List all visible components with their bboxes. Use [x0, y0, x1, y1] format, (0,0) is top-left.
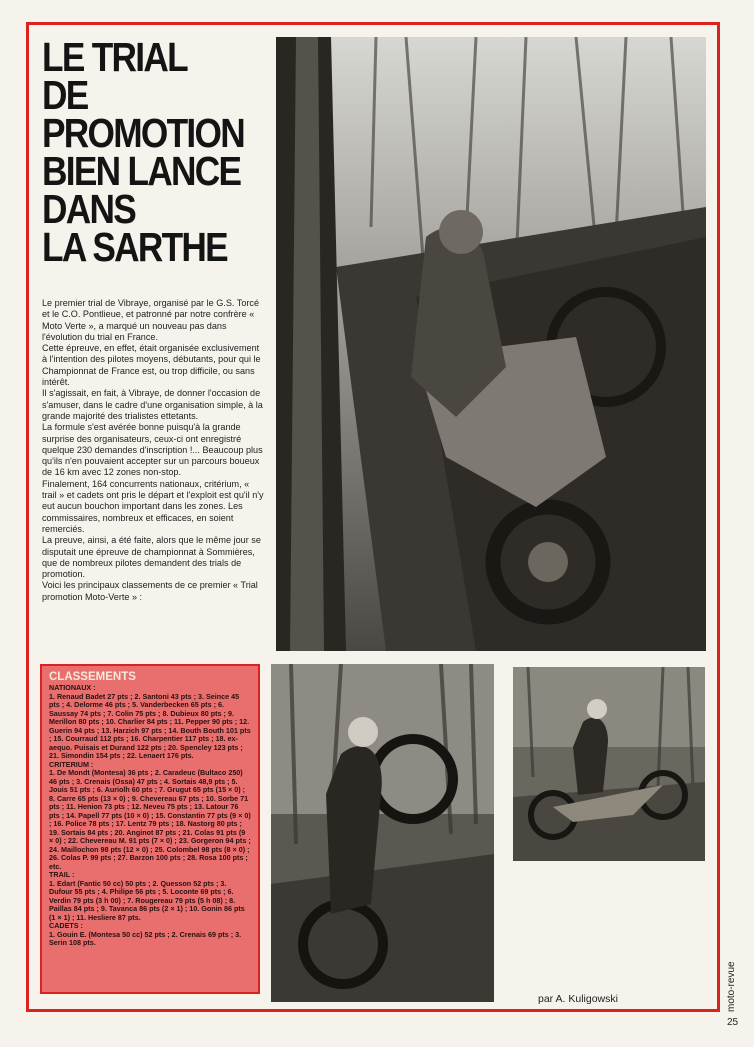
headline-line-3: PROMOTION — [42, 110, 244, 156]
category-label: CADETS : — [49, 921, 83, 930]
category-results: 1. De Mondt (Montesa) 36 pts ; 2. Caradeuc (Bultaco 250) 46 pts ; 3. Crenais (Ossa) 47 pts ; 4. Sortais 48,9 pts ; 5. Jouis 51 pts ; 6. Auriolh 60 pts ; 7. Grugut 65 pts (15 × 0) ; 8. Carre 65 pts (13 × 0) ; 9. Chevereau 67 pts ; 10. Sorbe 71 pts ; 11. Henion 73 pts ; 12. Neveu 75 pts ; 13. Latour 76 pts ; 14. Papell 77 pts (10 × 0) ; 15. Constantin 77 pts (9 × 0) ; 16. Police 78 pts ; 17. Lentz 79 pts ; 18. Nastorg 80 pts ; 19. Sortais 84 pts ; 20. Anginot 87 pts ; 21. Colas 91 pts (9 × 0) ; 22. Chevereau M. 91 pts (7 × 0) ; 23. Gorgeron 94 pts ; 24. Maillochon 98 pts (12 × 0) ; 25. Colombel 98 pts (8 × 0) ; 26. Colas P. 99 pts ; 27. Barzon 100 pts ; 28. Rosa 100 pts ; etc. — [49, 768, 251, 871]
category-label: NATIONAUX : — [49, 683, 96, 692]
rider-photo — [513, 667, 705, 861]
category-label: CRITERIUM : — [49, 759, 94, 769]
category-results: 1. Edart (Fantic 50 cc) 50 pts ; 2. Quesson 52 pts ; 3. Dufour 55 pts ; 4. Philipe 56 pts ; 5. Loconte 69 pts ; 6. Verdin 79 pts (3 h 00) ; 7. Rougereau 79 pts (5 h 08) ; 8. Paillas 84 pts ; 9. Tavanca 86 pts (2 × 1) ; 10. Gonin 86 pts (1 × 1) ; 11. Hesliere 87 pts. — [49, 878, 245, 922]
headline-line-5: DANS — [42, 186, 136, 232]
main-photo — [276, 37, 706, 651]
paragraph: Finalement, 164 concurrents nationaux, critérium, « trail » et cadets ont pris le départ et l'exploit est qu'il n'y eut aucun bouchon important dans les zones. Les commissaires, nombreux et efficaces, en soient remerciés. — [42, 478, 264, 534]
photo-credit: par A. Kuligowski — [538, 993, 618, 1005]
headline — [42, 34, 244, 270]
category-results: 1. Renaud Badet 27 pts ; 2. Santoni 43 pts ; 3. Seince 45 pts ; 4. Delorme 46 pts ; 5. Vanderbecken 65 pts ; 6. Saussay 74 pts ; 7. Colin 75 pts ; 8. Dubieux 80 pts ; 9. Merillon 80 pts ; 10. Charlier 84 pts ; 11. Pepper 90 pts ; 12. Guerin 94 pts ; 13. Harzich 97 pts ; 14. Bouth Bouth 101 pts ; 15. Courraud 112 pts ; 16. Charpentier 117 pts ; 18. ex-aequo. Puisais et Durand 122 pts ; 20. Spencley 123 pts ; 21. Simondin 154 pts ; 22. Lenaert 176 pts. — [49, 691, 251, 760]
paragraph: La preuve, ainsi, a été faite, alors que le même jour se disputait une épreuve de championnat à Sommières, que de nombreux pilotes demandent des trials de promotion. — [42, 535, 261, 580]
headline-line-1: LE TRIAL — [42, 34, 187, 80]
paragraph: Voici les principaux classements de ce premier « Trial promotion Moto-Verte » : — [42, 580, 258, 602]
paragraph: Il s'agissait, en fait, à Vibraye, de donner l'occasion de s'amuser, dans le cadre d'une organisation simple, à la grande majorité des trialistes ettetants. — [42, 388, 263, 421]
page-number: 25 — [727, 1017, 739, 1028]
category-label: TRAIL : — [49, 870, 75, 879]
headline-line-6: LA SARTHE — [42, 224, 227, 270]
category-results: 1. Gouin E. (Montesa 50 cc) 52 pts ; 2. Crenais 69 pts ; 3. Serin 108 pts. — [49, 929, 242, 947]
classements-title: CLASSEMENTS — [49, 671, 136, 683]
paragraph: Le premier trial de Vibraye, organisé par le G.S. Torcé et le C.O. Pontlieue, et patronné par notre confrère « Moto Verte », a marqué un nouveau pas dans l'évolution du trial en France. — [42, 298, 260, 342]
classements-box — [40, 664, 260, 994]
headline-line-2: DE — [42, 72, 88, 118]
paragraph: Cette épreuve, en effet, était organisée exclusivement à l'intention des pilotes moyens, débutants, pour qui le Championnat de France est, ou trop difficile, ou sans intérêt. — [42, 343, 261, 388]
magazine-name: moto-revue — [726, 961, 737, 1012]
paragraph: La formule s'est avérée bonne puisqu'à la grande surprise des organisateurs, ceux-ci ont enregistré quelque 230 demandes d'inscription !... Beaucoup plus qu'ils n'en pouvaient accepter sur un parcours boueux de 16 km avec 12 zones non-stop. — [42, 422, 263, 478]
classements-list — [49, 684, 251, 948]
wheelie-photo — [271, 664, 494, 1002]
headline-line-4: BIEN LANCE — [42, 148, 241, 194]
article-body — [42, 298, 266, 603]
